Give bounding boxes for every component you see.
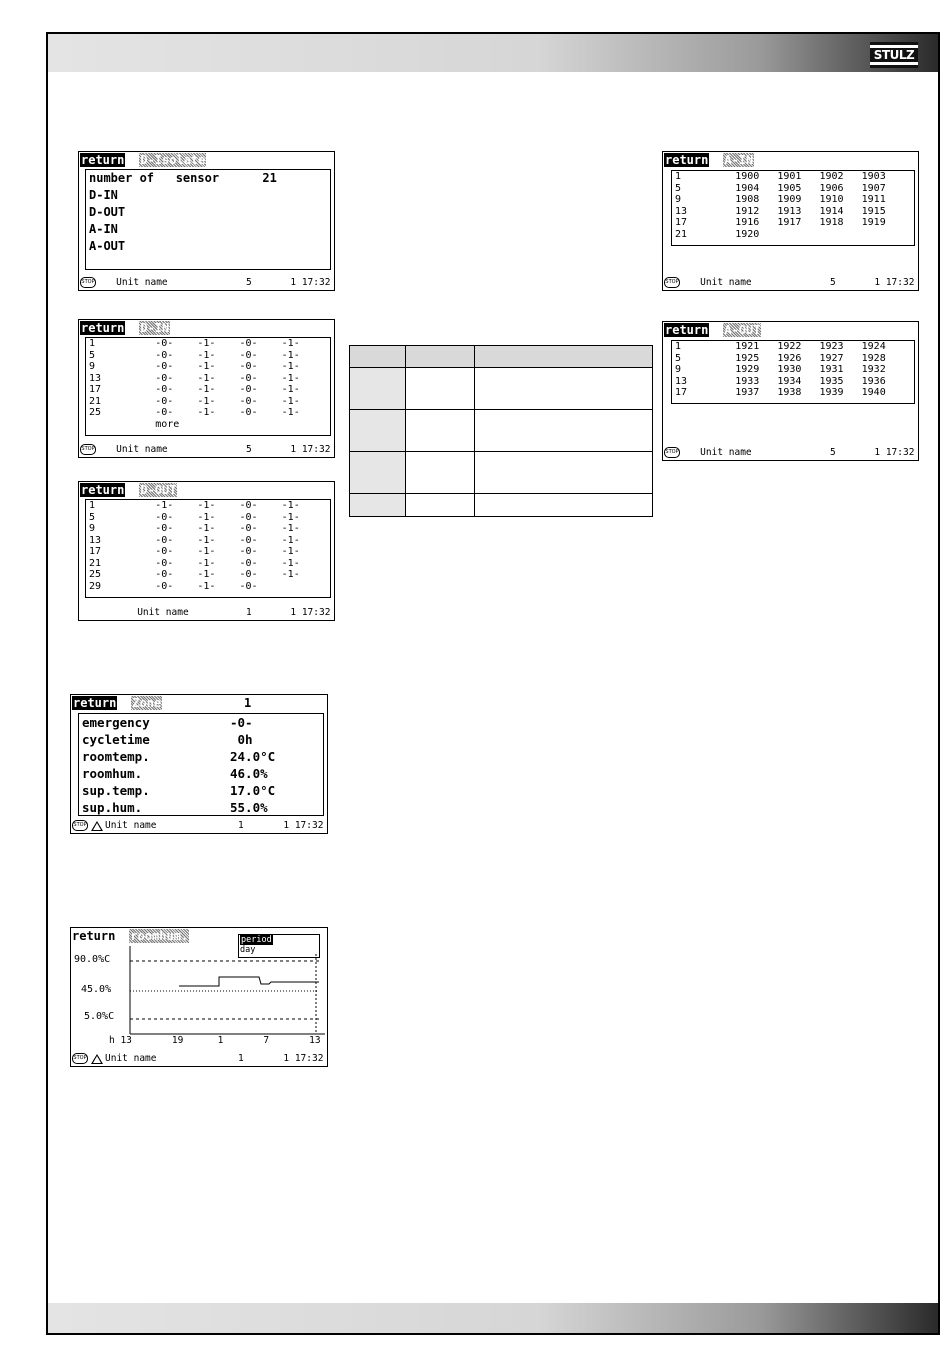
stop-icon: STOP (664, 277, 680, 288)
lcd-a-in (662, 151, 919, 291)
return-tab[interactable]: return (81, 321, 125, 335)
return-tab[interactable]: return (665, 153, 709, 167)
list-row: 25 -0- -1- -0- -1- (89, 407, 300, 418)
lcd-content (671, 170, 915, 246)
lcd-footer: STOP Unit name 5 1 17:32 (81, 444, 331, 455)
lcd-footer: STOP Unit name 5 1 17:32 (81, 277, 331, 288)
footer-band (48, 1303, 938, 1333)
list-row: 29 -0- -1- -0- (89, 580, 258, 592)
lcd-footer: STOP Unit name 5 1 17:32 (665, 447, 915, 458)
lcd-content (85, 169, 331, 270)
trend-plot (129, 946, 325, 1036)
stop-icon: STOP (72, 820, 88, 831)
lcd-footer: STOP Unit name 1 1 17:32 (73, 1053, 324, 1064)
list-row: 25 -0- -1- -0- -1- (89, 569, 300, 580)
y-tick-label: 90.0%C (74, 954, 111, 965)
return-tab[interactable]: return (72, 929, 116, 943)
list-row: 5 -0- -1- -0- -1- (89, 511, 300, 523)
return-tab[interactable]: return (665, 323, 709, 337)
lcd-graph (70, 927, 328, 1067)
list-row: 17 1916 1917 1918 1919 (675, 217, 886, 228)
list-row: 17 1937 1938 1939 1940 (675, 387, 886, 398)
list-row: 21 -0- -1- -0- -1- (89, 395, 300, 407)
menu-item-d-out[interactable]: D-OUT (89, 205, 126, 219)
menu-option-day[interactable]: day (240, 945, 256, 955)
stop-icon: STOP (80, 277, 96, 288)
value-row[interactable]: sup.temp. 17.0°C (82, 783, 276, 798)
stop-icon: STOP (80, 444, 96, 455)
screen-title: roomhum. (130, 929, 189, 943)
menu-item-a-out[interactable]: A-OUT (89, 239, 126, 253)
return-tab[interactable]: return (73, 696, 117, 710)
lcd-content (85, 499, 331, 598)
value-row[interactable]: emergency -0- (82, 715, 253, 730)
list-row: 1 1921 1922 1923 1924 (675, 341, 886, 352)
lcd-footer: STOP Unit name 1 1 17:32 (73, 820, 324, 831)
list-row: 5 -0- -1- -0- -1- (89, 349, 300, 361)
menu-option-period[interactable]: period (241, 935, 272, 945)
list-row: 5 1904 1905 1906 1907 (675, 182, 886, 194)
y-tick-label: 45.0% (81, 984, 112, 995)
table-row (350, 494, 653, 517)
list-row: 13 1933 1934 1935 1936 (675, 375, 886, 387)
lcd-a-out (662, 321, 919, 461)
value-row[interactable]: sup.hum. 55.0% (82, 800, 268, 815)
table-row (350, 368, 653, 410)
list-row: 1 -1- -1- -0- -1- (89, 500, 300, 511)
lcd-content (85, 337, 331, 436)
y-tick-label: 5.0%C (84, 1011, 115, 1022)
screen-title: D-OUT (140, 483, 177, 497)
warning-icon (91, 1054, 103, 1064)
menu-item-a-in[interactable]: A-IN (89, 222, 118, 236)
more-link[interactable]: more (89, 418, 180, 430)
list-row: 17 -0- -1- -0- -1- (89, 384, 300, 395)
table-row (350, 410, 653, 452)
x-axis-labels: h 13 19 1 7 13 (109, 1035, 321, 1046)
return-tab[interactable]: return (81, 153, 125, 167)
screen-title: Zone (132, 696, 162, 710)
screen-title: A-OUT (724, 323, 761, 337)
screen-title: A-IN (724, 153, 754, 167)
lcd-d-in (78, 319, 335, 458)
value-row[interactable]: roomtemp. 24.0°C (82, 749, 276, 764)
list-row: 9 -0- -1- -0- -1- (89, 361, 300, 372)
list-row: 5 1925 1926 1927 1928 (675, 352, 886, 364)
lcd-content (671, 340, 915, 404)
lcd-content (78, 713, 324, 816)
list-row: 13 -0- -1- -0- -1- (89, 534, 300, 546)
stop-icon: STOP (664, 447, 680, 458)
lcd-zone (70, 694, 328, 834)
list-row: 21 -0- -1- -0- -1- (89, 557, 300, 569)
lcd-footer: STOP Unit name 5 1 17:32 (665, 277, 915, 288)
screen-title: D-Isolate (140, 153, 206, 167)
menu-line[interactable]: number of sensor 21 (89, 171, 277, 185)
list-row: 21 1920 (675, 228, 760, 240)
menu-item-d-in[interactable]: D-IN (89, 188, 118, 202)
table-row (350, 452, 653, 494)
list-row: 1 1900 1901 1902 1903 (675, 171, 886, 182)
list-row: 1 -0- -1- -0- -1- (89, 338, 300, 349)
list-row: 17 -0- -1- -0- -1- (89, 546, 300, 557)
value-row[interactable]: roomhum. 46.0% (82, 766, 268, 781)
return-tab[interactable]: return (81, 483, 125, 497)
list-row: 13 -0- -1- -0- -1- (89, 372, 300, 384)
list-row: 13 1912 1913 1914 1915 (675, 205, 886, 217)
list-row: 9 -0- -1- -0- -1- (89, 523, 300, 534)
table-header-row (350, 346, 653, 368)
list-row: 9 1908 1909 1910 1911 (675, 194, 886, 205)
screen-title: D-IN (140, 321, 170, 335)
zone-number: 1 (244, 696, 252, 710)
stop-icon: STOP (72, 1053, 88, 1064)
header-band (48, 34, 938, 72)
lcd-footer: Unit name 1 1 17:32 (137, 607, 331, 618)
manual-page (46, 32, 940, 1335)
stulz-logo: STULZ (870, 42, 918, 68)
warning-icon (91, 821, 103, 831)
parameter-table (349, 345, 653, 517)
lcd-d-out (78, 481, 335, 621)
lcd-d-isolate (78, 151, 335, 291)
list-row: 9 1929 1930 1931 1932 (675, 364, 886, 375)
value-row[interactable]: cycletime 0h (82, 732, 253, 747)
